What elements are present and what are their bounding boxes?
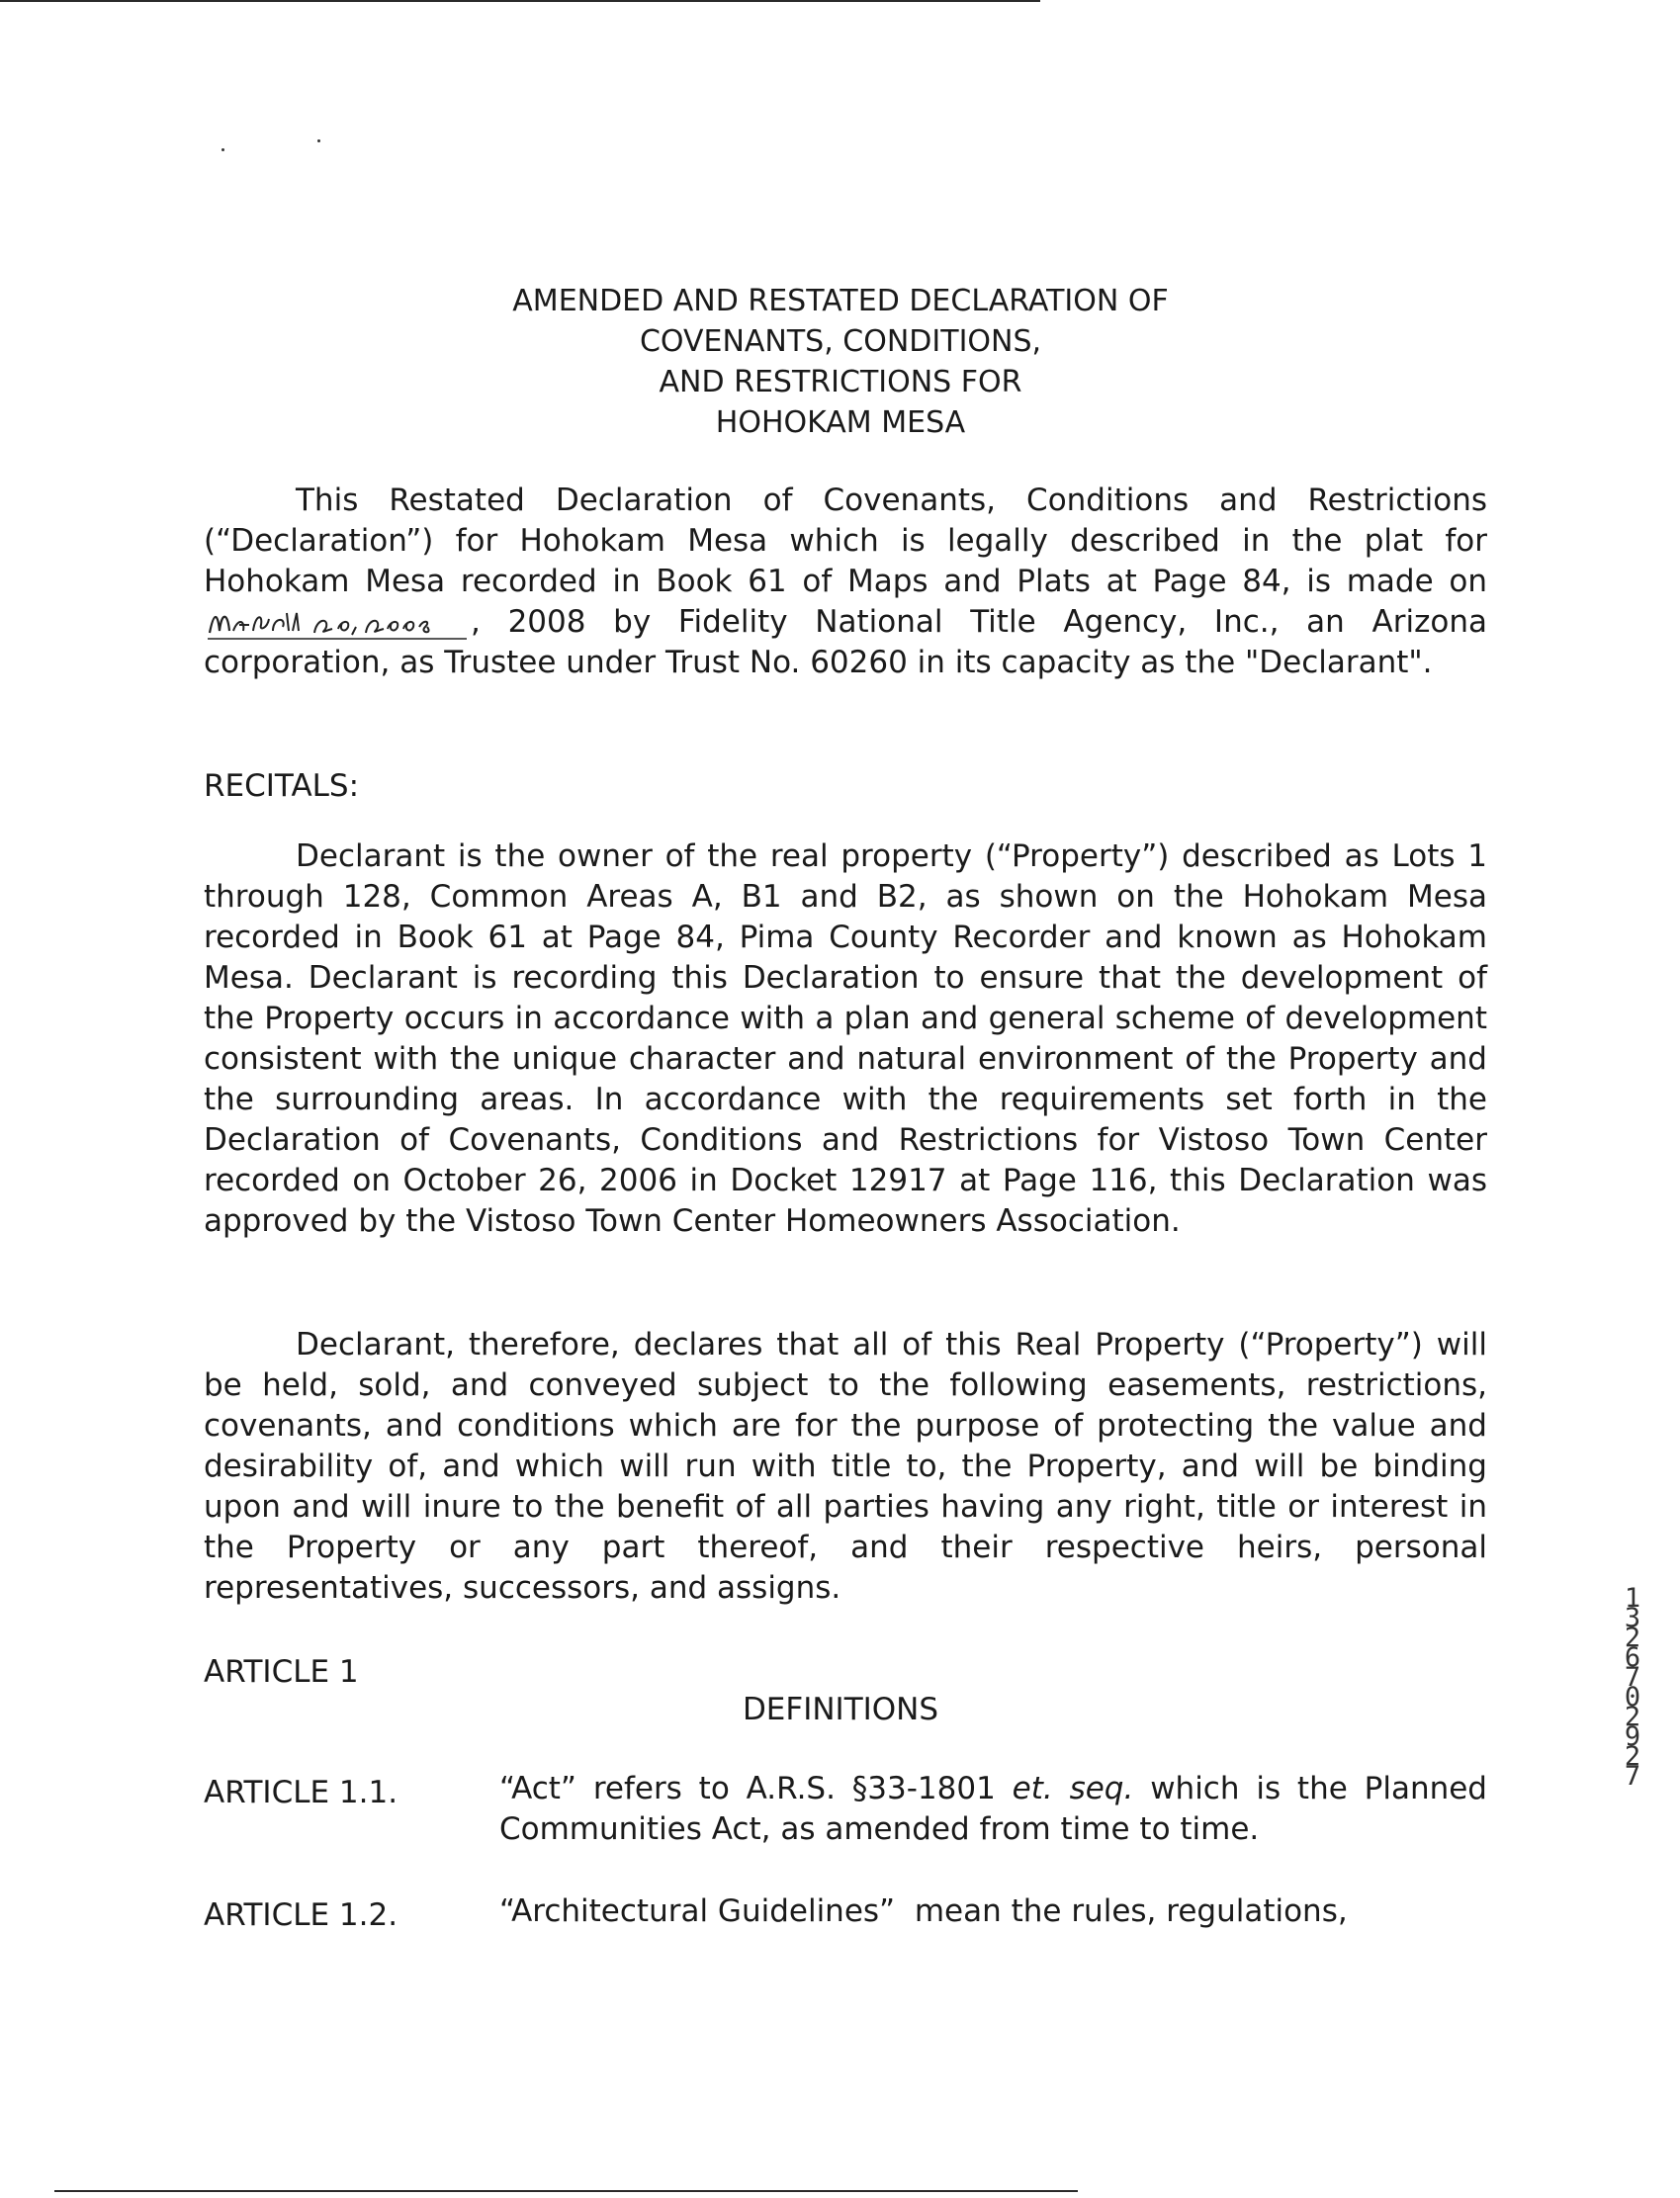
- title-line-3: AND RESTRICTIONS FOR: [659, 365, 1022, 399]
- scan-border-bottom: [54, 2190, 1078, 2192]
- article-1-2-text: “Architectural Guidelines” mean the rules, regulations,: [499, 1893, 1348, 1929]
- recording-stamp-number: 13267 02927: [1624, 1583, 1641, 1792]
- article-1-heading: ARTICLE 1: [204, 1654, 359, 1690]
- title-line-2: COVENANTS, CONDITIONS,: [639, 324, 1042, 359]
- scan-speck: [221, 148, 224, 151]
- definitions-heading: DEFINITIONS: [742, 1692, 939, 1727]
- recitals-paragraph-2: Declarant, therefore, declares that all of this Real Property (“Property”) will be held, sold, and conveyed subject to the following easements, restrictions, covenants, and conditions which are for the purpose of protecting the value and desirability of, and which will run with title to, the Property, and will be binding upon and will inure to the benefit of all parties having any right, title or interest in the Property or any part thereof, and their respective heirs, personal representatives, successors, and assigns.: [204, 1327, 1487, 1606]
- title-line-1: AMENDED AND RESTATED DECLARATION OF: [512, 284, 1169, 318]
- article-1-1-italic: et. seq.: [1012, 1771, 1134, 1806]
- title-line-4: HOHOKAM MESA: [715, 405, 966, 440]
- article-1-1-text: [499, 1769, 1487, 1850]
- article-1-1-number: ARTICLE 1.1.: [204, 1775, 398, 1810]
- article-1-1-text-before: “Act” refers to A.R.S. §33-1801: [499, 1771, 996, 1806]
- document-title: [198, 281, 1483, 443]
- recitals-heading: RECITALS:: [204, 768, 360, 804]
- intro-text-after-date: , 2008 by Fidelity National Title Agency, Inc., an Arizona corporation, as Trustee under Trust No. 60260 in its capacity as the "Declarant".: [204, 604, 1487, 680]
- scan-speck: [317, 139, 320, 142]
- intro-paragraph: [204, 481, 1487, 683]
- scan-border-top: [0, 0, 1040, 2]
- article-1-2-number: ARTICLE 1.2.: [204, 1897, 398, 1933]
- handwritten-date-signature: [204, 605, 471, 641]
- intro-text-before-date: This Restated Declaration of Covenants, Conditions and Restrictions (“Declaration”) for Hohokam Mesa which is legally described in the plat for Hohokam Mesa recorded in Book 61 of Maps and Plats at Page 84, is made on: [204, 483, 1487, 599]
- recitals-paragraph-1: Declarant is the owner of the real property (“Property”) described as Lots 1 through 128, Common Areas A, B1 and B2, as shown on the Hohokam Mesa recorded in Book 61 at Page 84, Pima County Recorder and known as Hohokam Mesa. Declarant is recording this Declaration to ensure that the development of the Property occurs in accordance with a plan and general scheme of development consistent with the unique character and natural environment of the Property and the surrounding areas. In accordance with the requirements set forth in the Declaration of Covenants, Conditions and Restrictions for Vistoso Town Center recorded on October 26, 2006 in Docket 12917 at Page 116, this Declaration was approved by the Vistoso Town Center Homeowners Association.: [204, 838, 1487, 1239]
- article-1-1-text-after: which is the Planned Communities Act, as amended from time to time.: [499, 1771, 1487, 1847]
